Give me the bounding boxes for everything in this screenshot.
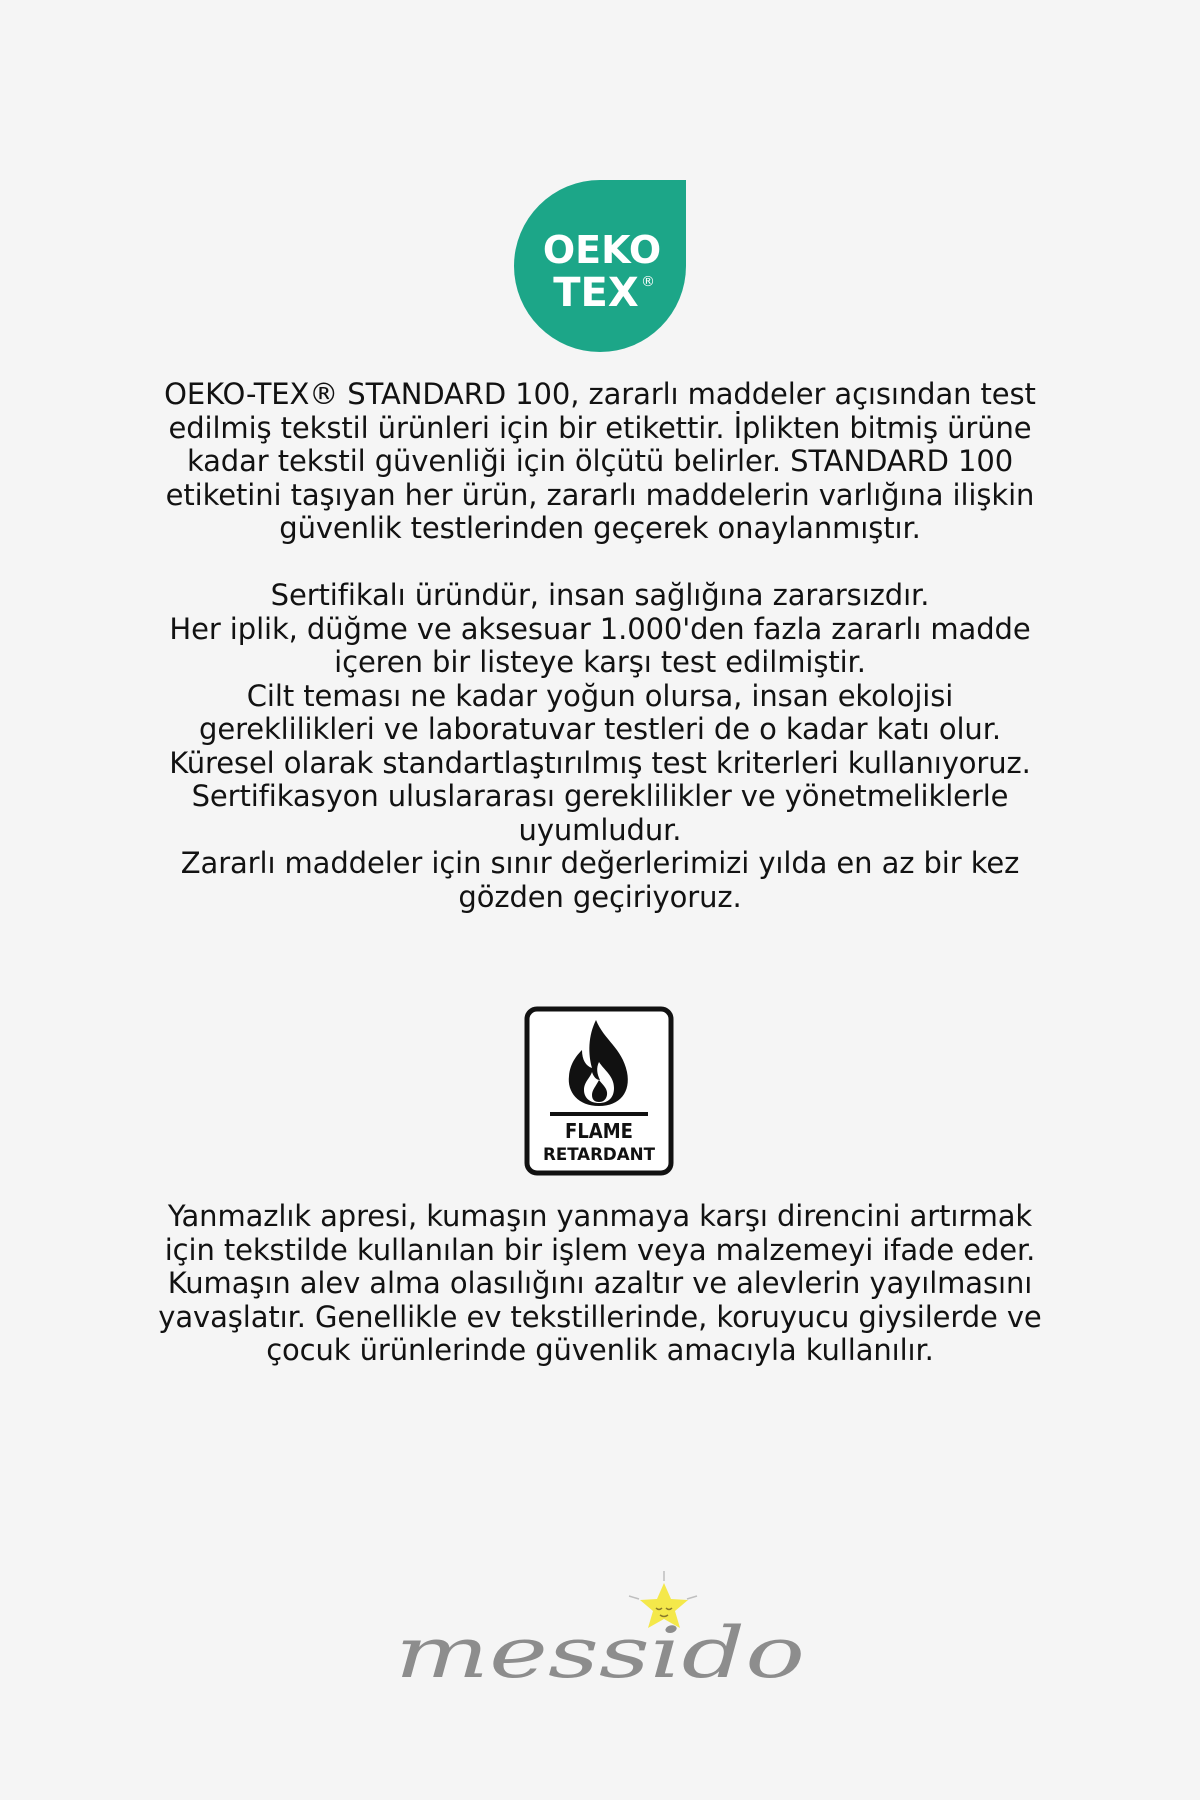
oeko-text-line: OEKO-TEX® STANDARD 100, zararlı maddeler açısından test (164, 377, 1036, 411)
oeko-text-line: uyumludur. (518, 812, 682, 847)
oeko-logo-line1: OEKO (542, 228, 662, 272)
oeko-text-line: Zararlı maddeler için sınır değerlerimizi yılda en az bir kez (180, 846, 1020, 880)
oeko-tex-logo (514, 180, 686, 352)
oeko-text-line: güvenlik testlerinden geçerek onaylanmıştır. (279, 511, 921, 545)
paragraph-gap (100, 546, 1100, 580)
oeko-text-line: Küresel olarak standartlaştırılmış test kriterleri kullanıyoruz. (169, 745, 1031, 780)
oeko-logo-registered: ® (641, 274, 655, 290)
flame-text-line: yavaşlatır. Genellikle ev tekstillerinde, koruyucu giysilerde ve (158, 1299, 1042, 1334)
flame-text-line: için tekstilde kullanılan bir işlem veya malzemeyi ifade eder. (164, 1232, 1036, 1267)
oeko-text-line: edilmiş tekstil ürünleri için bir etikettir. İplikten bitmiş ürüne (168, 410, 1032, 445)
oeko-text-line: Sertifikasyon uluslararası gereklilikler ve yönetmeliklerle (191, 779, 1009, 813)
brand-name: messido (395, 1612, 805, 1694)
flame-text-line: Yanmazlık apresi, kumaşın yanmaya karşı direncini artırmak (167, 1199, 1033, 1233)
flame-badge-line1: FLAME (565, 1119, 633, 1143)
oeko-logo-line2: TEX (553, 270, 639, 316)
oeko-text-line: kadar tekstil güvenliği için ölçütü belirler. STANDARD 100 (186, 444, 1014, 478)
oeko-text-line: Sertifikalı üründür, insan sağlığına zararsızdır. (270, 578, 930, 612)
flame-badge-divider (550, 1112, 648, 1116)
oeko-text-line: gözden geçiriyoruz. (458, 879, 742, 914)
oeko-tex-description (100, 378, 1100, 914)
flame-retardant-description (100, 1200, 1100, 1368)
messido-brand-logo (385, 1565, 815, 1695)
oeko-text-line: Her iplik, düğme ve aksesuar 1.000'den fazla zararlı madde (169, 611, 1031, 646)
flame-retardant-badge (524, 1006, 674, 1176)
oeko-text-line: Cilt teması ne kadar yoğun olursa, insan ekolojisi (246, 678, 954, 713)
flame-badge-line2: RETARDANT (543, 1145, 656, 1165)
oeko-text-line: etiketini taşıyan her ürün, zararlı maddelerin varlığına ilişkin (165, 477, 1035, 512)
oeko-text-line: gereklilikleri ve laboratuvar testleri de o kadar katı olur. (199, 712, 1001, 746)
flame-text-line: çocuk ürünlerinde güvenlik amacıyla kullanılır. (266, 1333, 934, 1367)
flame-text-line: Kumaşın alev alma olasılığını azaltır ve alevlerin yayılmasını (167, 1266, 1033, 1300)
oeko-text-line: içeren bir listeye karşı test edilmiştir. (334, 645, 866, 679)
